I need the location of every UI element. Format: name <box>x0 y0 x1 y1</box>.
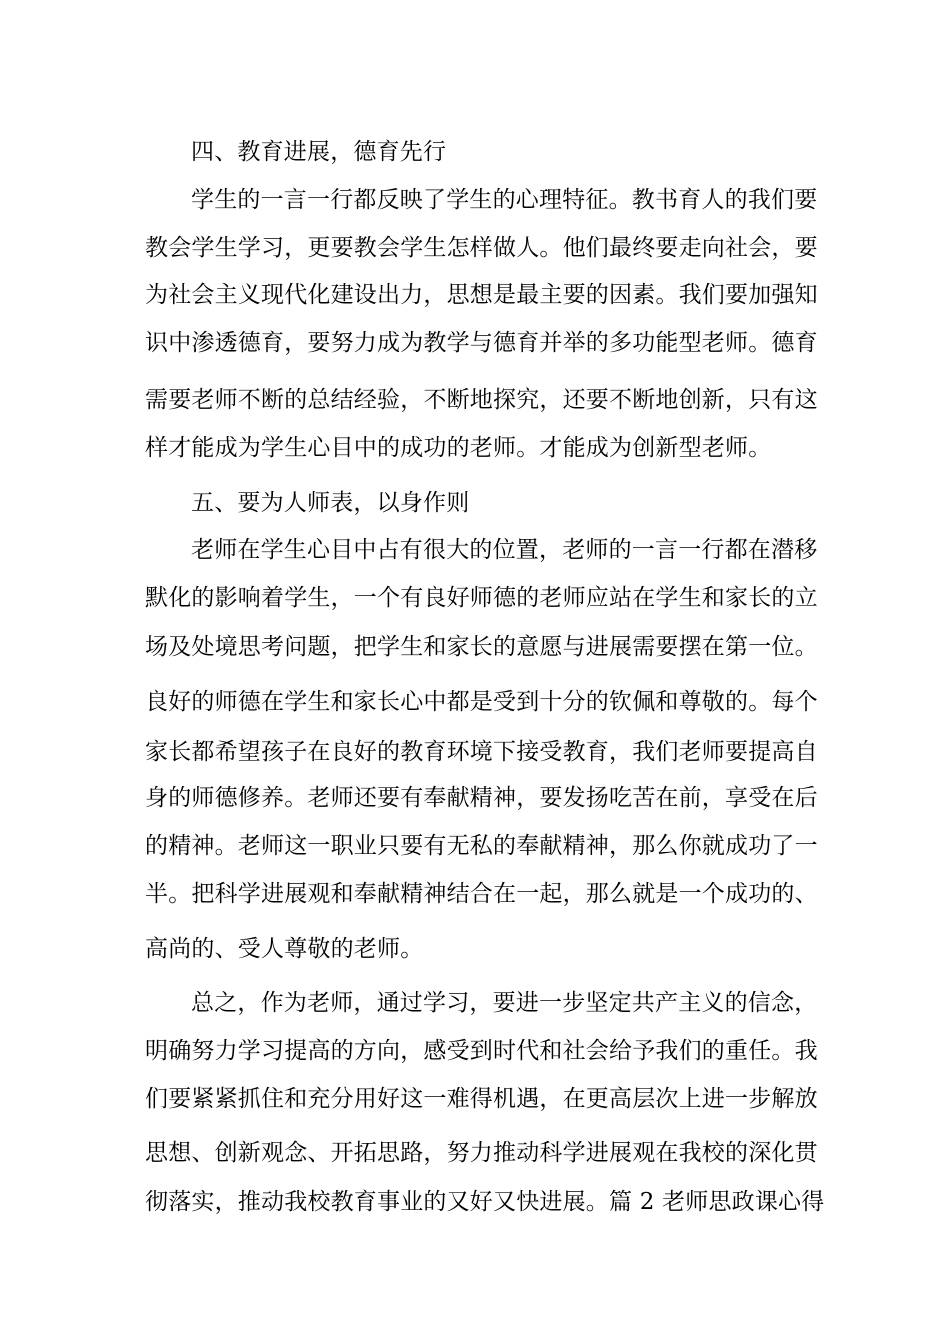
paragraph-line: 思想、创新观念、开拓思路，努力推动科学进展观在我校的深化贯 <box>145 1140 818 1166</box>
paragraph-line: 学生的一言一行都反映了学生的心理特征。教书育人的我们要 <box>191 187 818 213</box>
paragraph-line: 身的师德修养。老师还要有奉献精神，要发扬吃苦在前，享受在后 <box>145 785 818 811</box>
paragraph-line: 场及处境思考问题，把学生和家长的意愿与进展需要摆在第一位。 <box>145 634 818 660</box>
paragraph-line: 明确努力学习提高的方向，感受到时代和社会给予我们的重任。我 <box>145 1038 818 1064</box>
paragraph-line: 教会学生学习，更要教会学生怎样做人。他们最终要走向社会，要 <box>145 235 818 261</box>
paragraph-line: 们要紧紧抓住和充分用好这一难得机遇，在更高层次上进一步解放 <box>145 1086 818 1112</box>
paragraph-line: 彻落实，推动我校教育事业的又好又快进展。篇 2 老师思政课心得 <box>145 1189 825 1215</box>
paragraph-line: 老师在学生心目中占有很大的位置，老师的一言一行都在潜移 <box>191 537 818 563</box>
paragraph-line: 识中渗透德育，要努力成为教学与德育并举的多功能型老师。德育 <box>145 330 818 356</box>
paragraph-line: 的精神。老师这一职业只要有无私的奉献精神，那么你就成功了一 <box>145 833 818 859</box>
paragraph-line: 高尚的、受人尊敬的老师。 <box>145 936 424 962</box>
summary-paragraph-line: 总之，作为老师，通过学习，要进一步坚定共产主义的信念， <box>191 990 818 1016</box>
paragraph-line: 样才能成为学生心目中的成功的老师。才能成为创新型老师。 <box>145 435 772 461</box>
paragraph-line: 默化的影响着学生，一个有良好师德的老师应站在学生和家长的立 <box>145 585 818 611</box>
paragraph-line: 半。把科学进展观和奉献精神结合在一起，那么就是一个成功的、 <box>145 881 818 907</box>
paragraph-line: 家长都希望孩子在良好的教育环境下接受教育，我们老师要提高自 <box>145 739 818 765</box>
section-heading-four: 四、教育进展，德育先行 <box>191 139 447 165</box>
paragraph-line: 需要老师不断的总结经验，不断地探究，还要不断地创新，只有这 <box>145 387 818 413</box>
paragraph-line: 为社会主义现代化建设出力，思想是最主要的因素。我们要加强知 <box>145 282 818 308</box>
section-heading-five: 五、要为人师表，以身作则 <box>191 490 470 516</box>
paragraph-line: 良好的师德在学生和家长心中都是受到十分的钦佩和尊敬的。每个 <box>145 689 818 715</box>
